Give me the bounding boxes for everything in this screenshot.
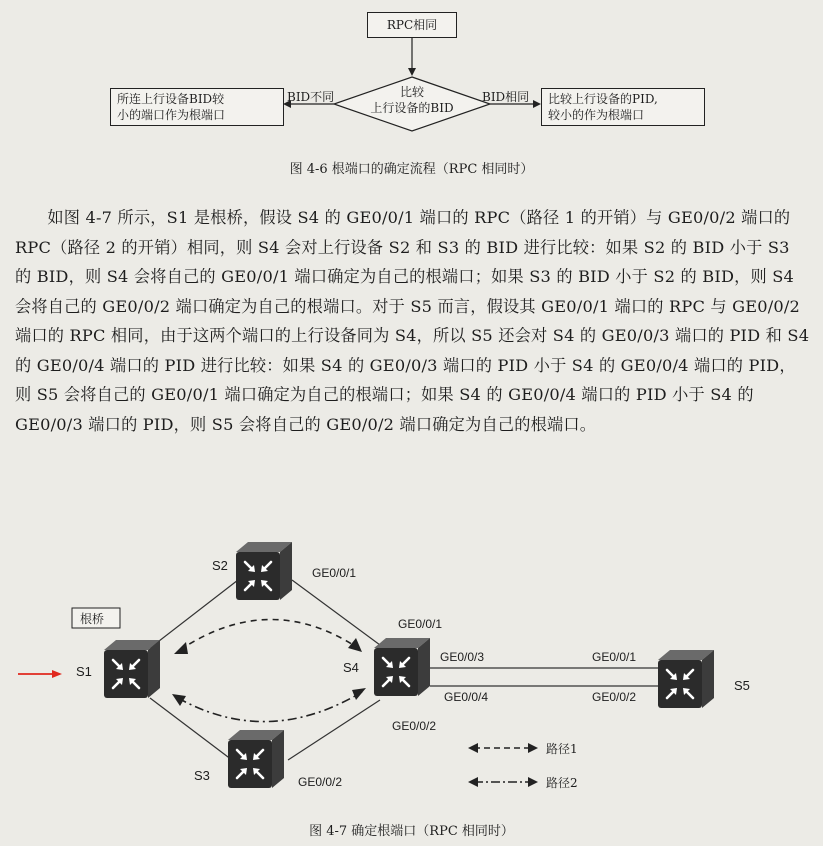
decision-text (354, 84, 470, 116)
paragraph-text: 如图 4-7 所示，S1 是根桥，假设 S4 的 GE0/0/1 端口的 RPC（路径 1 的开销）与 GE0/0/2 端口的 RPC（路径 2 的开销）相同，则 S4 会对上行设备 S2 和 S3 的 BID 进行比较：如果 S2 的 BID 小于 S3 的 BID，则 S4 会将自己的 GE0/0/1 端口确定为自己的根端口；如果 S3 的 BID 小于 S2 的 BID，则 S4 会将自己的 GE0/0/2 端口确定为自己的根端口。对于 S5 而言，假设其 GE0/0/1 端口的 RPC 与 GE0/0/2 端口的 RPC 相同，由于这两个端口的上行设备同为 S4，所以 S5 还会对 S4 的 GE0/0/3 端口的 PID 和 S4 的 GE0/0/4 端口的 PID 进行比较：如果 S4 的 GE0/0/3 端口的 PID 小于 S4 的 GE0/0/4 端口的 PID，则 S5 会将自己的 GE0/0/1 端口确定为自己的根端口；如果 S4 的 GE0/0/4 端口的 PID 小于 S4 的 GE0/0/3 端口的 PID，则 S5 会将自己的 GE0/0/2 端口确定为自己的根端口。 (15, 208, 810, 434)
port-s4-ge003: GE0/0/3 (440, 650, 485, 664)
flow-right-box (541, 88, 705, 126)
decision-line1: 比较 (399, 85, 424, 99)
flow-start-text: RPC相同 (386, 18, 438, 32)
right-box-line1: 比较上行设备的PID, (548, 92, 658, 106)
link-s1-s3 (150, 698, 232, 760)
flow-start-box (367, 12, 457, 38)
figure-caption-4-7: 图 4-7 确定根端口（RPC 相同时） (309, 824, 514, 839)
label-s1: S1 (76, 664, 92, 679)
port-s5-ge002: GE0/0/2 (592, 690, 637, 704)
label-s2: S2 (212, 558, 228, 573)
port-s2-ge001: GE0/0/1 (312, 566, 357, 580)
link-s2-s4 (292, 580, 380, 645)
label-s5: S5 (734, 678, 750, 693)
path2-arc (178, 692, 362, 722)
path1-arc (180, 619, 358, 650)
edge-label-left: BID不同 (287, 90, 335, 104)
link-s1-s2 (150, 580, 238, 648)
body-paragraph (15, 203, 810, 439)
port-s5-ge001: GE0/0/1 (592, 650, 637, 664)
flow-left-box (110, 88, 284, 126)
topology-diagram (0, 520, 823, 820)
port-s3-ge002: GE0/0/2 (298, 775, 343, 789)
switch-s2 (236, 542, 292, 600)
switch-s3 (228, 730, 284, 788)
label-s3: S3 (194, 768, 210, 783)
left-box-line2: 小的端口作为根端口 (117, 108, 226, 122)
label-s4: S4 (343, 660, 359, 675)
right-box-line2: 较小的作为根端口 (548, 108, 645, 122)
edge-label-right: BID相同 (482, 90, 530, 104)
root-bridge-tag: 根桥 (80, 612, 105, 626)
port-s4-ge001: GE0/0/1 (398, 617, 443, 631)
legend-path1-label: 路径1 (546, 742, 578, 756)
legend-path2-label: 路径2 (546, 776, 578, 790)
port-s4-ge004: GE0/0/4 (444, 690, 489, 704)
port-s4-ge002: GE0/0/2 (392, 719, 437, 733)
decision-line2: 上行设备的BID (370, 101, 454, 115)
switch-s5 (658, 650, 714, 708)
figure-caption-4-6: 图 4-6 根端口的确定流程（RPC 相同时） (289, 162, 534, 177)
left-box-line1: 所连上行设备BID较 (117, 92, 225, 106)
link-s3-s4 (288, 700, 380, 760)
switch-s1 (104, 640, 160, 698)
switch-s4 (374, 638, 430, 696)
